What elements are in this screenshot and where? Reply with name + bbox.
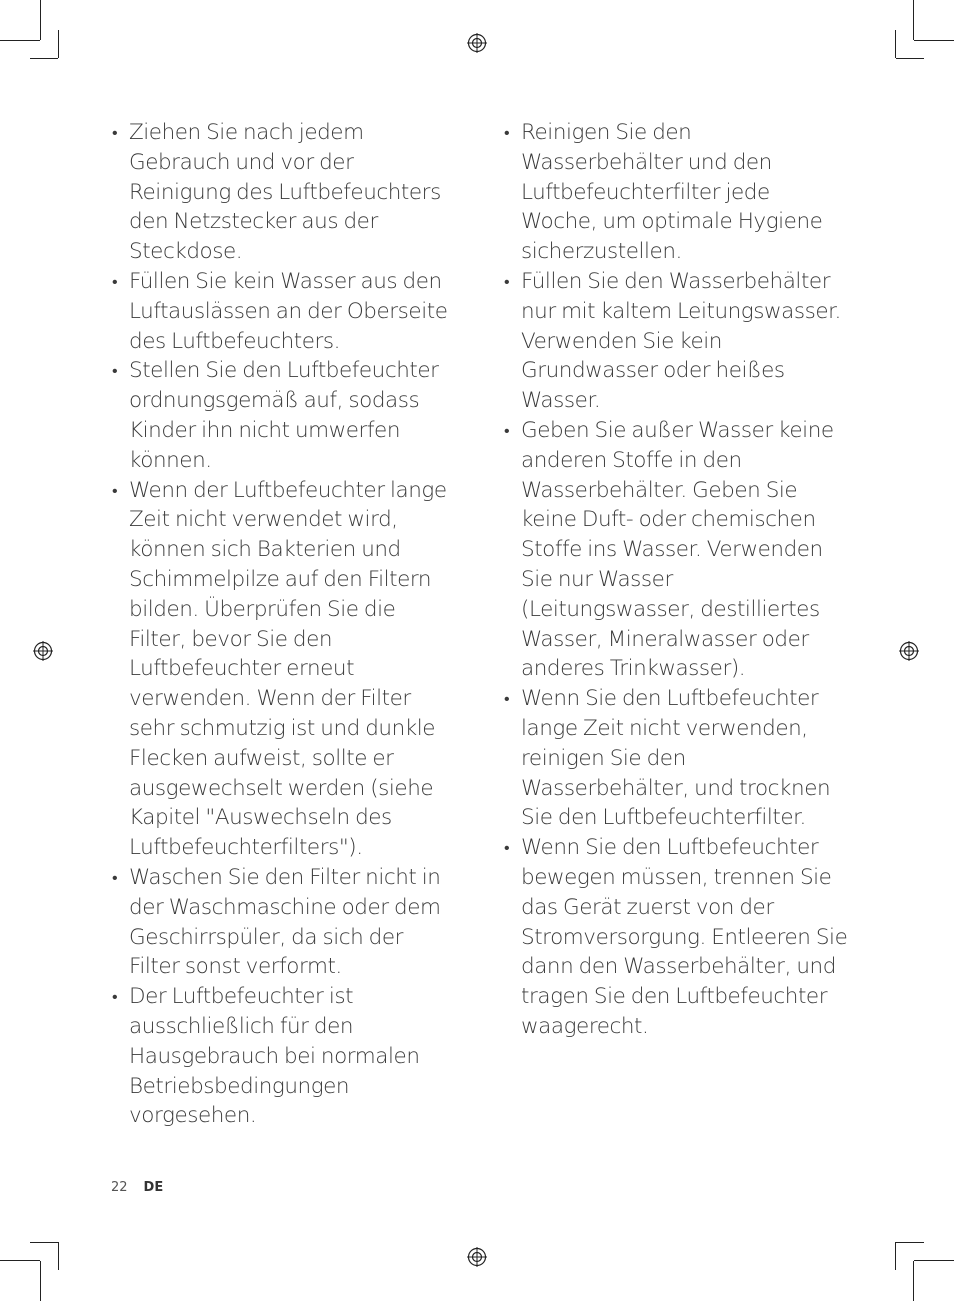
list-item-text: Reinigen Sie den Wasserbehälter und den Luftbefeuchterfilter jede Woche, um optimale Hygiene sicherzustellen. xyxy=(521,120,823,265)
bullet-icon: • xyxy=(112,867,118,887)
right-column-list xyxy=(502,118,848,1042)
registration-mark-icon xyxy=(467,33,487,53)
list-item xyxy=(502,833,848,1042)
crop-mark-bottom-left-v2 xyxy=(58,1242,59,1270)
bullet-icon: • xyxy=(112,987,118,1007)
bullet-icon: • xyxy=(112,361,118,381)
bullet-icon: • xyxy=(504,123,510,142)
crop-mark-top-right-v2 xyxy=(895,30,896,58)
list-item xyxy=(110,982,455,1131)
crop-mark-top-right-v xyxy=(913,0,914,40)
bullet-icon: • xyxy=(504,689,510,709)
bullet-icon: • xyxy=(504,420,510,440)
crop-mark-bottom-left-h xyxy=(0,1260,40,1261)
list-item-text: Waschen Sie den Filter nicht in der Waschmaschine oder dem Geschirrspüler, da sich der Filter sonst verformt. xyxy=(129,864,441,980)
crop-mark-top-left-h2 xyxy=(30,58,58,59)
list-item-text: Der Luftbefeuchter ist ausschließlich für den Hausgebrauch bei normalen Betriebsbedingungen vorgesehen. xyxy=(129,984,420,1129)
list-item-text: Füllen Sie kein Wasser aus den Luftauslässen an der Oberseite des Luftbefeuchters. xyxy=(129,268,448,354)
crop-mark-top-left-v xyxy=(40,0,41,40)
list-item-text: Geben Sie außer Wasser keine anderen Stoffe in den Wasserbehälter. Geben Sie keine Duft- oder chemischen Stoffe ins Wasser. Verwenden Sie nur Wasser (Leitungswasser, destilliertes Wasser, Mineralwasser oder anderes Trinkwasser). xyxy=(521,417,834,682)
bullet-icon: • xyxy=(504,271,510,291)
list-item xyxy=(110,863,455,982)
list-item-text: Ziehen Sie nach jedem Gebrauch und vor der Reinigung des Luftbefeuchters den Netzstecker aus der Steckdose. xyxy=(129,120,441,265)
list-item xyxy=(110,476,455,863)
left-column-list xyxy=(110,118,455,1131)
bullet-icon: • xyxy=(112,123,118,142)
registration-mark-icon xyxy=(467,1247,487,1267)
registration-mark-icon xyxy=(33,641,53,661)
crop-mark-bottom-left-v xyxy=(40,1261,41,1301)
crop-mark-bottom-right-v2 xyxy=(895,1242,896,1270)
list-item-text: Stellen Sie den Luftbefeuchter ordnungsgemäß auf, sodass Kinder ihn nicht umwerfen können. xyxy=(129,358,439,473)
language-code: DE xyxy=(143,1180,164,1195)
list-item-text: Füllen Sie den Wasserbehälter nur mit kaltem Leitungswasser. Verwenden Sie kein Grundwasser oder heißes Wasser. xyxy=(521,268,841,414)
bullet-icon: • xyxy=(504,838,510,858)
crop-mark-top-left-h xyxy=(0,40,40,41)
registration-mark-icon xyxy=(899,641,919,661)
page-footer xyxy=(111,1180,163,1195)
list-item xyxy=(110,118,455,267)
list-item xyxy=(502,684,848,833)
list-item-text: Wenn Sie den Luftbefeuchter bewegen müssen, trennen Sie das Gerät zuerst von der Stromversorgung. Entleeren Sie dann den Wasserbehälter, und tragen Sie den Luftbefeuchter waagerecht. xyxy=(521,835,848,1039)
bullet-icon: • xyxy=(112,271,118,291)
list-item-text: Wenn der Luftbefeuchter lange Zeit nicht verwendet wird, können sich Bakterien und Schimmelpilze auf den Filtern bilden. Überprüfen Sie die Filter, bevor Sie den Luftbefeuchter erneut verwenden. Wenn der Filter sehr schmutzig ist und dunkle Flecken aufweist, sollte er ausgewechselt werden (siehe Kapitel "Auswechseln des Luftbefeuchterfilters"). xyxy=(129,477,447,861)
crop-mark-top-right-h2 xyxy=(896,58,924,59)
list-item xyxy=(502,416,848,684)
crop-mark-bottom-left-h2 xyxy=(30,1242,58,1243)
crop-mark-bottom-right-h xyxy=(914,1260,954,1261)
crop-mark-top-left-v2 xyxy=(58,30,59,58)
list-item-text: Wenn Sie den Luftbefeuchter lange Zeit nicht verwenden, reinigen Sie den Wasserbehälter, und trocknen Sie den Luftbefeuchterfilter. xyxy=(521,686,831,831)
list-item xyxy=(110,267,455,356)
crop-mark-bottom-right-v xyxy=(913,1261,914,1301)
page-number: 22 xyxy=(111,1180,128,1195)
list-item xyxy=(110,356,455,475)
crop-mark-bottom-right-h2 xyxy=(896,1242,924,1243)
list-item xyxy=(502,118,848,267)
list-item xyxy=(502,267,848,416)
crop-mark-top-right-h xyxy=(914,40,954,41)
bullet-icon: • xyxy=(112,480,118,500)
